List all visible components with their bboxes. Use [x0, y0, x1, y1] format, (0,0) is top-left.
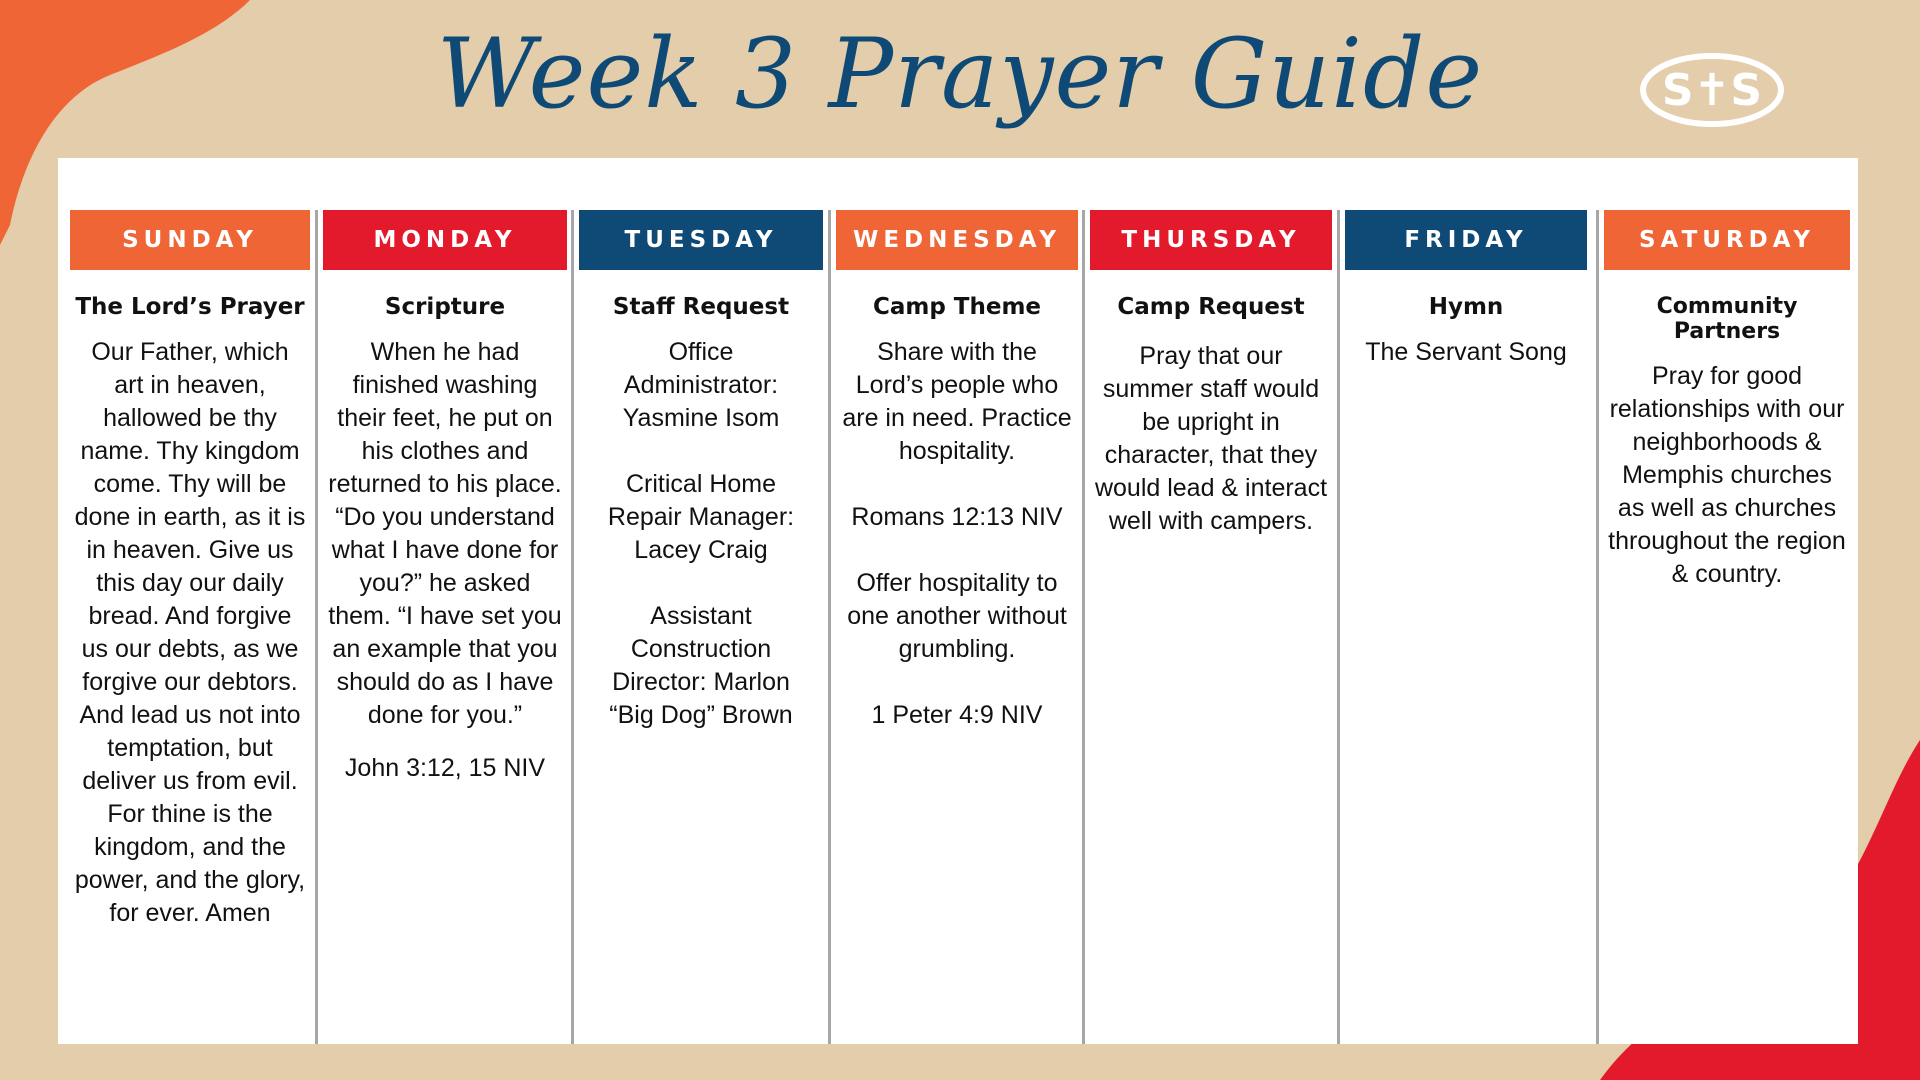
sos-logo	[1639, 52, 1785, 128]
prayer-schedule-panel	[58, 158, 1858, 1044]
body-paragraph: Pray that our summer staff would be upright in character, that they would lead & interact well with campers.	[1094, 342, 1328, 535]
column-divider	[1082, 210, 1085, 1044]
day-header-thursday: THURSDAY	[1090, 210, 1332, 270]
day-header-saturday: SATURDAY	[1604, 210, 1850, 270]
body-paragraph: Our Father, which art in heaven, hallowed be thy name. Thy kingdom come. Thy will be done in earth, as it is in heaven. Give us this day our daily bread. And forgive us our debts, as we forgive our debtors. And lead us not into temptation, but deliver us from evil. For thine is the kingdom, and the power, and the glory, for ever. Amen	[74, 338, 306, 927]
day-header-monday: MONDAY	[323, 210, 567, 270]
day-body-monday	[321, 336, 569, 785]
day-title-saturday: Community Partners	[1656, 294, 1798, 344]
day-body-saturday	[1602, 360, 1852, 591]
day-body-friday	[1343, 336, 1589, 369]
body-paragraph: Office Administrator: Yasmine Isom	[622, 338, 780, 432]
day-header-friday: FRIDAY	[1345, 210, 1587, 270]
day-column-sunday	[68, 210, 312, 1044]
column-divider	[1596, 210, 1599, 1044]
day-header-tuesday: TUESDAY	[579, 210, 823, 270]
day-column-tuesday	[577, 210, 825, 1044]
page-title: Week 3 Prayer Guide	[436, 18, 1484, 130]
body-paragraph: Assistant Construction Director: Marlon “Big Dog” Brown	[609, 602, 793, 729]
body-paragraph: Pray for good relationships with our neighborhoods & Memphis churches as well as churches throughout the region & country.	[1608, 362, 1846, 588]
body-paragraph: Critical Home Repair Manager: Lacey Craig	[607, 470, 795, 564]
day-body-thursday	[1088, 340, 1334, 538]
day-column-friday	[1343, 210, 1589, 1044]
day-title-sunday: The Lord’s Prayer	[75, 294, 305, 320]
column-divider	[571, 210, 574, 1044]
day-title-friday: Hymn	[1428, 294, 1504, 320]
body-paragraph: Share with the Lord’s people who are in need. Practice hospitality.	[842, 338, 1072, 465]
body-paragraph: The Servant Song	[1365, 338, 1567, 366]
column-divider	[1337, 210, 1340, 1044]
day-column-thursday	[1088, 210, 1334, 1044]
day-title-thursday: Camp Request	[1117, 294, 1305, 320]
body-paragraph: Offer hospitality to one another without grumbling.	[847, 569, 1067, 663]
day-body-wednesday	[834, 336, 1080, 732]
body-paragraph: John 3:12, 15 NIV	[344, 754, 546, 782]
day-header-sunday: SUNDAY	[70, 210, 310, 270]
column-divider	[828, 210, 831, 1044]
body-paragraph: When he had finished washing their feet, he put on his clothes and returned to his place. “Do you understand what I have done for you?” he asked them. “I have set you an example that you should do as I have done for you.”	[328, 338, 562, 729]
day-body-tuesday	[577, 336, 825, 732]
day-column-monday	[321, 210, 569, 1044]
day-column-saturday	[1602, 210, 1852, 1044]
body-paragraph: Romans 12:13 NIV	[851, 503, 1063, 531]
day-title-monday: Scripture	[384, 294, 506, 320]
column-divider	[315, 210, 318, 1044]
day-title-wednesday: Camp Theme	[872, 294, 1042, 320]
day-body-sunday	[68, 336, 312, 930]
day-title-tuesday: Staff Request	[612, 294, 790, 320]
body-paragraph: 1 Peter 4:9 NIV	[871, 701, 1043, 729]
logo-text: S✝S	[1661, 65, 1763, 116]
day-column-wednesday	[834, 210, 1080, 1044]
day-header-wednesday: WEDNESDAY	[836, 210, 1078, 270]
